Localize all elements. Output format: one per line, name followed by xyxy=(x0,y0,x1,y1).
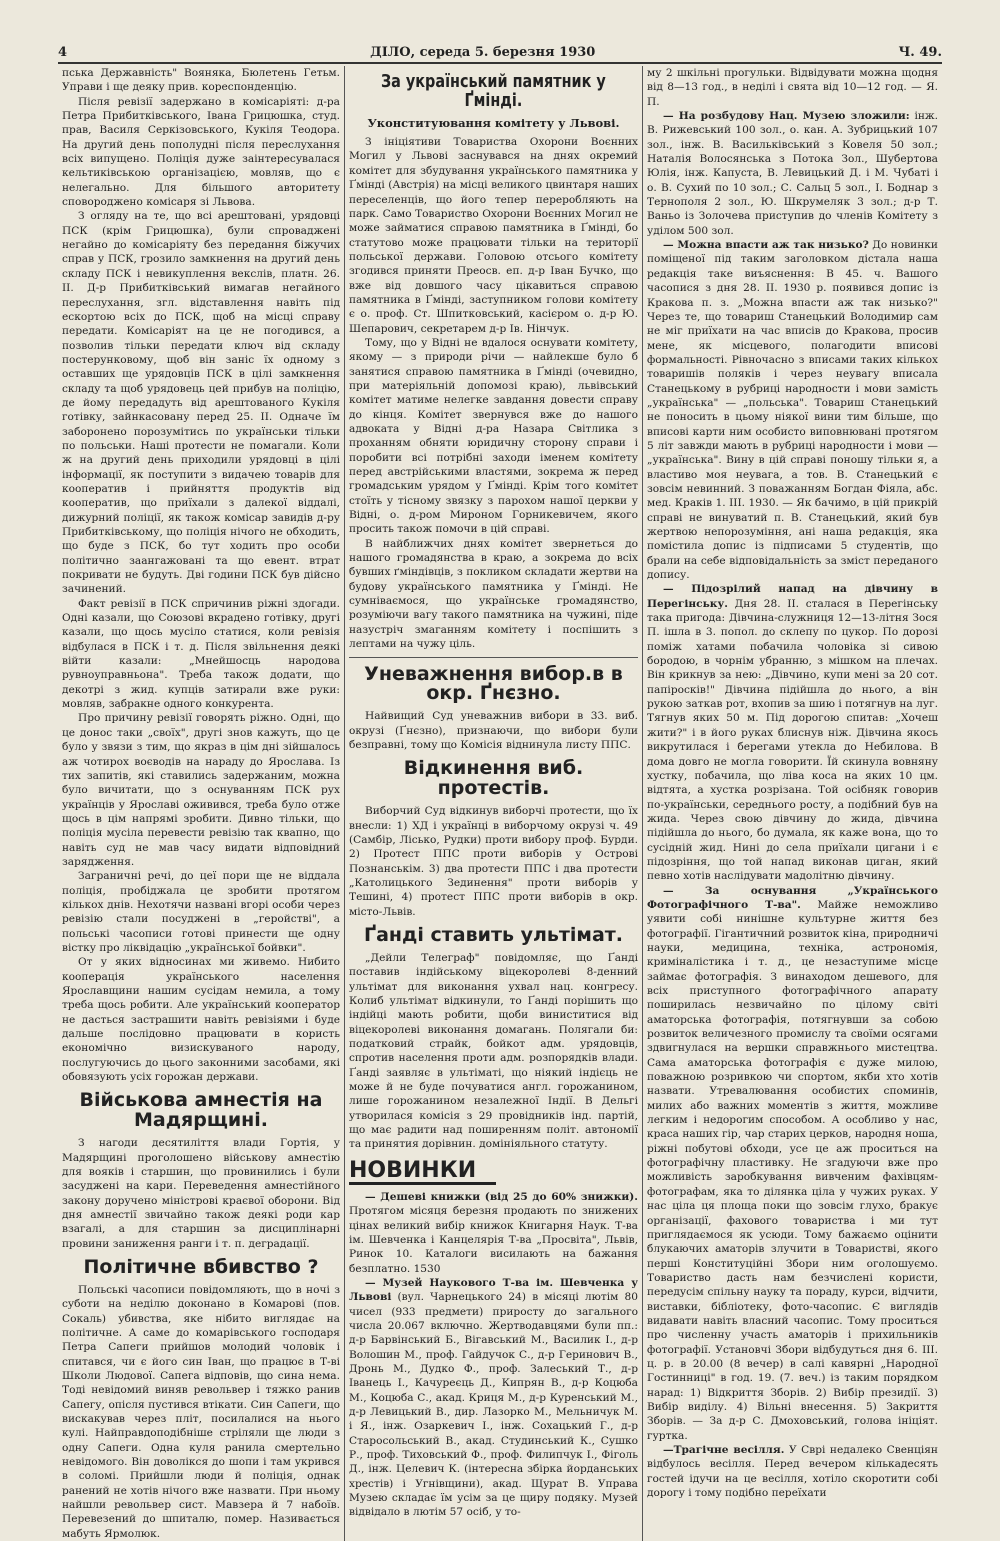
headline-gandhi: Ґанді ставить ультімат. xyxy=(363,924,624,947)
article-paragraph: му 2 шкільні прогульки. Відвідувати можна щодня від 8—13 год., в неділі і свята від 10—12 год. — Я. П. xyxy=(647,67,938,108)
article-paragraph: „Дейли Телеграф" повідомляє, що Ґанді поставив індійському віцекоролеві 8-денний ультімат для виконання ухвал нац. конгресу. Колиб ультімат відкинули, то Ґанді порішить що індійці мають робити, щоби виниститися від віцекоролеві виконання домагань. Полягали би: податковий страйк, бойкот адм. урядовців, спротив населення проти адм. розпорядків влади. Ґанді заявляє в ультіматі, що ніякий індієць не може й не буде почуватися англ. горожанином, лише горожанином незалежної Індії. В Дельгі утворилася комісія з 29 провідників інд. партій, що має радити над поширенням політ. автономії та принятия дорівнин. домініяльного статуту. xyxy=(349,951,638,1151)
column-3 xyxy=(642,66,942,1541)
headline-protests-rejected: Відкинення виб. протестів. xyxy=(403,757,584,800)
article-paragraph: От у яких відносинах ми живемо. Нибито кооперація українського населення Ярославщини нашим сусідам немила, а тому треба щось робити. Але український кооператор не дасться застрашити навіть ревізіями і буде дальше послідовно працювати в користь економічно визискуваного народу, послугуючись до цього законними засобами, які обовязують усіх горожан держави. xyxy=(62,956,340,1084)
headline-amnesty: Військова амнестія на Мадярщині. xyxy=(79,1089,323,1132)
news-body: Дня 28. II. сталася в Перегінську така пригода: Дівчина-служниця 12—13-літня Зося П. ішла в 3. попол. до склепу по цукор. По дорозі поміж хатами побачила чоловіка зі сивою бородою, в чорнім убранню, з мішком на плечах. Він крикнув за нею: „Дівчино, купи мені за 20 сот. папіросків!" Дівчина підійшла до нього, а він рукою заткав рот, вхопив за шию і потягнув на луг. Тягнув яких 50 м. Під дорогою спитав: „Хочеш жити?" і в його руках блиснув ніж. Дівчина якось викрутилася і берегами утекла до Небилова. В дома довго не могла говорити. Їй скинула вовняну хустку, побачила, що ліва коса на яких 10 цм. відтята, а хустка розрізана. Той осібняк говорив по-українськи, середнього росту, а подібний був на жида. Через свою дівчину до жида, дівчина підійшла до нього, бо думала, як каже вона, що то сусідній жид. Нині до села приїхали цигани і є підозріння, що той напад виконав циган, який певно хотів наслідувати мадолітню дівчину. xyxy=(647,597,938,883)
page-header xyxy=(58,38,942,64)
article-paragraph: Польські часописи повідомляють, що в ночі з суботи на неділю доконано в Комарові (пов. Сокаль) убивства, яке нібито виглядає на політичне. А саме до комарівського господаря Петра Сапеги прийшов молодий чоловік і спитався, чи є його син Іван, що працює в Т-ві Школи Людової. Сапега відповів, що сина нема. Тоді невідомий виняв револьвер і тяжко ранив Сапегу, опісля пустився втікати. Син Сапеги, що вискакував через пліт, посилалися на нього кулі. Найправдоподібніше стріляли ще люди з одну Сапеги. Одна куля ранила смертельно невідомого. Він доволікся до шопи і там укрився в соломі. Прийшли люди й поліція, однак ранений не хотів нічого вже назвати. При ньому найшли револьвер сист. Мавзера й 7 набоїв. Перевезений до шпиталю, помер. Називається мабуть Ярмолюк. xyxy=(62,1283,340,1540)
column-2 xyxy=(344,66,642,1541)
article-paragraph: З огляду на те, що всі арештовані, урядовці ПСК (крім Грицюшка), були спроваджені негайно до комісаріяту без передання біжучих справ у ПСК, грозило замкнення на другий день складу ПСК і невикуплення векслів, платн. 26. II. Д-р Прибитківський вимагав негайного переслухання, згл. відставлення навіть під ескортою всіх до ПСК, щоб на місці справу передати. Комісаріят на це не погодився, а позволив тільки передати ключ від складу постерунковому, щоб він заніс їх одному з оставших ще урядовців ПСК в цілі замкнення складу та щоб урядовець цей прибув на поліцію, де йому передадуть від арештованого Кукіля готівку, зайнкасовану перед 25. II. Одначе їм заборонено порозумітись по українськи тільки по польськи. Наші протести не помагали. Коли ж на другий день приходили урядовці в цілі інформації, як поступити з видачею товарів для кооператив і прийняття продуктів від кооператив, що приїхали з далекої віддалі, дижурний поліції, як також комісар завидів д-ру Прибитківському, що поліція нічого не обходить, що буде з ПСК, бо тут ходить про особи політично заангажовані та що евент. втрат покривати не будуть. Дві години ПСК був дійсно зачинений. xyxy=(62,210,340,596)
issue-number: Ч. 49. xyxy=(898,45,942,60)
news-lead: — За оснування „Українського Фотографічного Т-ва". xyxy=(647,884,938,911)
news-body: Майже неможливо уявити собі нинішне культурне життя без фотографії. Гігантичний розвиток кіна, природничі науки, медицина, техніка, астрономія, криміналістика і т. д., це незаступиме місце займає фотографія. З винаходом дешевого, для всіх приступного фотографічного апарату поширилась незвичайно по цілому світі аматорська фотографія, потягнувши за собою розвиток величезного промислу та своїми осягами здвигнулася на вершки справжнього мистецтва. Сама аматорська фотографія є дуже милою, поважною розривкою чи спортом, якби хто хотів назвати. Утревалювання особистих споминів, милих або важних моментів з життя, можливе легким і недорогим способом. А особливо у нас, краса наших гір, чар старих церков, народня ноша, ріжні побутові обходи, усе це аж проситься на фотографічну пластивку. Не згадуючи вже про можливість заробкування вивченим фахівцям-фотографам, яка то ділянка ціла у чужих руках. У нас ціла ця площа поки що зовсім глухо, бракує організації, фахового товариства і ми тут приглядаємося як усюди. Тому бажаємо оцінити блукаючих аматорів злучити в Товаристві, якого перші Конституційні Збори ним оголошуємо. Товариство дасть нам безчислені користи, передусім спільну науку та пораду, курси, відчити, виставки, бібліотеку, фото-часопис. Є виглядів видавати навіть власний часопис. Тому проситься про численну участь аматорів і прихильників фотографії. Установчі Збори відбудуться дня 6. III. ц. р. в 20.00 (8 вечер) в салі кавярні „Народної Гостинниці" в год. 19. (7. веч.) із таким порядком нарад: 1) Відкриття Зборів. 2) Вибір президії. 3) Вибір виділу. 4) Вільні внесення. 5) Закриття Зборів. — За д-р С. Дмоховський, голова ініціят. гуртка. xyxy=(647,898,938,1442)
news-lead: — Підозрілий напад на дівчину в Перегінську. xyxy=(647,583,938,610)
news-body: (вул. Чарнецького 24) в місяці лютім 80 чисел (933 предмети) приросту до загального числа 20.067 включно. Жертводавцями були пп.: д-р Барвінський Б., Вігавський М., Василик І., д-р Волошин М., проф. Гайдучок С., д-р Геринович В., Дронь М., Дудко Ф., проф. Залеський Т., д-р Іванець І., Качуреєць Д., Кипрян В., д-р Коцюба М., Коцюба С., акад. Криця М., д-р Куренський М., д-р Левицький В., дир. Лазорко М., Мельничук М. і Я., інж. Озаркевич І., інж. Сохацький Г., д-р Старосольський В., акад. Студинський К., Сушко Р., проф. Тиховський Ф., проф. Филипчук І., Фіголь Д., інж. Целевич К. (інтересна збірка йорданських хрестів) і Угнівщини), акад. Щурат В. Управа Музею складає їм усім за це щиру подяку. Музей відвідало в лютім 57 осіб, у то- xyxy=(349,1291,639,1519)
article-paragraph: Заграничні речі, до цеї пори ще не віддала поліція, пробіджала це зробити протягом кількох днів. Нехотячи названі вгорі особи через ревізію стали посуджені в „геройстві", а польські часописи готові принести ще одну вістку про ліквідацію „української бойвки". xyxy=(62,870,340,954)
news-lead: — Можна впасти аж так низько? xyxy=(663,239,869,252)
article-paragraph: В найближчих днях комітет звернеться до нашого громадянства в краю, а зокрема до всіх бувших ґміндівців, з покликом складати жертви на будову українського памятника у Ґмінді. Не сумніваємося, що українське громадянство, розуміючи вагу такого памятника на чужині, піде назустріч змаганням комітету і поспішить з лептами на чужу ціль. xyxy=(349,537,638,651)
article-paragraph: Тому, що у Відні не вдалося оснувати комітету, якому — з природи річи — найлекше було б занятися справою памятника в Ґмінді (очевидно, при матеріяльній допомозі краю), львівський комітет матиме нелегке завдання довести справу до кінця. Комітет звернувся вже до нашого адвоката у Відні д-ра Назара Світлика з проханням обняти юридичну сторону справи і поробити всі потрібні заходи іменем комітету перед австрійськими властями, зокрема ж перед громадським урядом у Ґмінді. Крім того комітет стоїть у тісному звязку з парохом нашої церкви у Відні, о. д-ром Мироном Горникевичем, якого просить також помочи в цій справі. xyxy=(349,336,638,536)
news-lead: — Дешеві книжки (від 25 до 60% знижки). xyxy=(365,1190,638,1203)
masthead-title: ДІЛО, середа 5. березня 1930 xyxy=(370,45,596,60)
article-paragraph: Після ревізії задержано в комісаріяті: д-ра Петра Прибитківського, Івана Грицюшка, студ. прав, Василя Серкізовського, Кукіля Теодора. На другий день пополудні після переслухання всіх випущено. Поліція дуже заінтересувалася кельтиківською організацією, мовляв, що є нелегально. Для більшого авторитету сповороджено комісаря зі Львова. xyxy=(62,95,340,209)
article-paragraph: Виборчий Суд відкинув виборчі протести, що їх внесли: 1) ХД і українці в виборчому окрузі ч. 49 (Самбір, Лісько, Рудки) проти вибору проф. Бурди. 2) Протест ППС проти виборів у Острові Познанськім. 3) два протести ППС і два протести „Католицького Зединення" проти виборів у Тешині, 4) протест ППС проти виборів в окр. місто-Львів. xyxy=(349,805,638,918)
columns xyxy=(58,66,942,1540)
news-lead: — Музей Наукового Т-ва ім. Шевченка у Львові xyxy=(349,1276,638,1304)
article-paragraph: Найвищий Суд уневажнив вибори в 33. виб. окрузі (Ґнєзно), признаючи, що вибори були безправні, тому що Комісія віднинула листу ППС. xyxy=(349,710,638,752)
headline-election-annulment: Уневажнення вибор.в в окр. Ґнєзно. xyxy=(364,662,623,705)
headline-political-murder: Політичне вбивство ? xyxy=(83,1256,319,1279)
article-paragraph: З нагоди десятиліття влади Гортія, у Мадярщині проголошено військову амнестію для вояків і старшин, що провинились і були засуджені на кари. Переведення амнестійного закону доручено міністрові краєвої оборони. Від дня амнестії звичайно також деякі роди кар взагалі, а для старшин за дисциплінарні провини заниження ранги і т. п. деградації. xyxy=(62,1137,340,1250)
news-body: Протягом місяця березня продають по знижених цінах великий вибір книжок Книгарня Наук. Т-ва ім. Шевченка і Канцелярія Т-ва „Просвіта", Львів, Ринок 10. Каталоги висилають на бажання безплатно. 1530 xyxy=(349,1205,638,1275)
page-number: 4 xyxy=(58,45,68,60)
news-body: До новинки поміщеної під таким заголовком дістала наша редакція таке виъяснення: В 45. ч. Вашого часопися з дня 28. II. 1930 р. появився допис із Кракова п. з. „Можна впасти аж так низько?" Через те, що товариш Станецький Володимир сам не міг приїхати на час вписів до Кракова, просив мене, як місцевого, полагодити вписові формальності. Рівночасно з вписами таких кількох товаришів поляків і через неувагу вписала Станецькому в рубриці народности і мови замість „українська" — „польська". Товариш Станецький не поносить в цьому ніякої вини тим більше, що вписові карти ним особисто виповнювані протягом 5 літ завжди мають в рубриці народности і мови — „українська". Вину в цій справі поношу тільки я, а властиво моя неувага, а тов. В. Станецький є зовсім невинний. З поважанням Богдан Фіяла, абс. мед. Краків 1. III. 1930. — Як бачимо, в цій прикрій справі не винуватий п. В. Станецький, який був жертвою непорозуміння, ані наша редакція, яка помістила допис із підписами 5 студентів, що брали на себе відповідальність за зміст переданого допису. xyxy=(647,239,938,582)
article-paragraph: Про причину ревізії говорять ріжно. Одні, що це донос таки „своїх", другі знов кажуть, що це було у звязи з тим, що якраз в цім дні зійшалось аж чотирох воєводів на нараду до Ярослава. Із тих запитів, які ставились задержаним, можна було вичитати, що з оснуванням ПСК рух українців у Ярославі оживився, треба було отже щось в цім напрямі зробити. Дивно тільки, що поліція мусіла перевести ревізію так квапно, що навіть суд не мав часу видати відповідний зарядження. xyxy=(62,712,340,868)
article-paragraph: З ініціятиви Товариства Охорони Воєнних Могил у Львові заснувався на днях окремий комітет для збудування українського памятника у Ґмінді (Австрія) на місці великого цвинтаря наших переселенців, що його тепер переробляють на парк. Само Товариство Охорони Воєнних Могил не може займатися справою памятника в Ґмінді, бо статутово може працювати тільки на території польської держави. Головою отсього комітету згодився приняти Преосв. еп. д-р Іван Бучко, що вже від довшого часу цікавиться справою памятника в Ґмінді, заступником голови комітету є о. проф. Ст. Шпитковський, касієром о. д-р Ю. Шепарович, секретарем д-р Ів. Нінчук. xyxy=(349,136,638,335)
news-lead: —Трагічне весілля. xyxy=(663,1444,785,1456)
column-1 xyxy=(58,66,344,1541)
divider xyxy=(349,657,638,658)
article-paragraph: Факт ревізії в ПСК спричинив ріжні здогади. Одні казали, що Союзові вкрадено готівку, другі казали, що щось мусіло статися, коли ревізія відбулася в ПСК і т. д. Після звільнення деякі війти казали: „Мнейшосць народова рувноуправньона". Треба також додати, що декотрі з жид. купців затирали вже руки: мовляв, забракне одного конкурента. xyxy=(62,597,340,711)
news-body: інж. В. Рижевський 100 зол., о. кан. А. Зубрицький 107 зол., інж. В. Васильківський з Ковеля 50 зол.; Наталія Волосянська з Потока Зол., Шубертова Юлія, інж. Капуста, В. Левицький Д. і М. Чубаті і о. В. Сухий по 10 зол.; С. Сальц 5 зол., І. Боднар з Тернополя 2 зол., Ю. Шкрумеляк 3 зол.; д-р Т. Ваньо із Золочева приступив до членів Комітету з уділом 500 зол. xyxy=(647,110,938,237)
section-heading-news: НОВИНКИ xyxy=(349,1159,496,1185)
headline-monument: За український памятник у Ґмінді. xyxy=(381,71,606,111)
article-paragraph: пська Державність" Вояняка, Бюлетень Гетьм. Управи і ще деяку прив. кореспонденцію. xyxy=(62,67,340,94)
subheadline-monument: Уконституювання комітету у Львові. xyxy=(367,115,620,130)
news-body: У Сврі недалеко Свенціян відбулось весілля. Перед вечером кількадесять гостей ідучи на це весілля, хотіло скоротити собі дорогу і тому подібно переїхати xyxy=(647,1444,938,1500)
news-lead: — На розбудову Нац. Музею зложили: xyxy=(663,110,910,123)
